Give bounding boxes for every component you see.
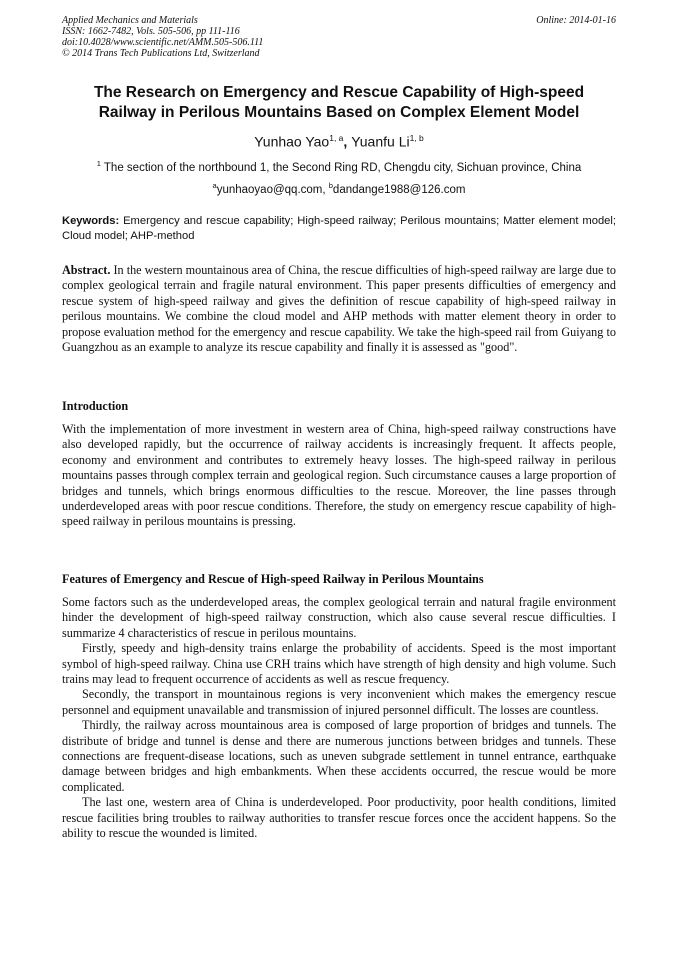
paragraph: Some factors such as the underdeveloped areas, the complex geological terrain and natural fragile environment hinder the development of high-speed railway construction, which also cause several rescue difficulties. I summarize 4 characteristics of rescue in perilous mountains. (62, 595, 616, 640)
email-link[interactable]: yunhaoyao@qq.com, (216, 183, 329, 196)
copyright-line: © 2014 Trans Tech Publications Ltd, Switzerland (62, 48, 260, 59)
abstract-block (62, 263, 616, 355)
author-affiliation-marker: 1, b (409, 133, 424, 143)
abstract-text: In the western mountainous area of China, the rescue difficulties of high-speed railway are large due to complex geological terrain and fragile natural environment. This paper presents difficulties of emergency and rescue system of high-speed railway and gives the definition of rescue capability of high-speed railway in perilous mountains. We combine the cloud model and AHP methods with matter element theory in order to propose evaluation method for the emergency and rescue capability. We take the high-speed rail from Guiyang to Guangzhou as an example to analyze its rescue capability and finally it is assessed as "good". (62, 263, 616, 355)
journal-name: Applied Mechanics and Materials (62, 15, 198, 26)
affiliation (62, 156, 616, 176)
email-link[interactable]: dandange1988@126.com (332, 183, 466, 196)
abstract-label: Abstract. (62, 263, 111, 277)
paragraph: Thirdly, the railway across mountainous area is composed of large proportion of bridges and tunnels. The distribute of bridge and tunnel is dense and there are numerous junctions between bridges and tunnels. These connections are frequent-disease locations, such as uneven subgrade settlement in tunnel entrance, earthquake damage between bridges and high embankments. When these accidents occurred, the rescue would be more complicated. (62, 718, 616, 794)
keywords-block (62, 214, 616, 244)
author-name: Yuanfu Li (351, 133, 410, 150)
paper-title (62, 83, 616, 123)
keywords-text: Emergency and rescue capability; High-speed railway; Perilous mountains; Matter element model; Cloud model; AHP-method (62, 215, 616, 242)
doi-line[interactable]: doi:10.4028/www.scientific.net/AMM.505-506.111 (62, 37, 264, 48)
author-emails (62, 178, 616, 198)
affiliation-text: The section of the northbound 1, the Second Ring RD, Chengdu city, Sichuan province, China (103, 161, 582, 174)
paragraph: Firstly, speedy and high-density trains enlarge the probability of accidents. Speed is the most important symbol of high-speed railway. China use CRH trains which have strength of high density and high volume. Such trains may lead to frequent occurrence of accidents as well as rescue frequency. (62, 641, 616, 687)
keywords-label: Keywords: (62, 215, 120, 227)
email-marker: b (328, 181, 333, 190)
section-body (62, 595, 616, 842)
title-line-1: The Research on Emergency and Rescue Capability of High-speed (93, 84, 585, 101)
section-body (62, 422, 616, 530)
paragraph: The last one, western area of China is underdeveloped. Poor productivity, poor health conditions, limited rescue facilities bring troubles to railway authorities to transfer rescue forces once the accident happens. So the ability to rescue the wounded is limited. (62, 795, 616, 841)
section-heading: Features of Emergency and Rescue of High-speed Railway in Perilous Mountains (62, 572, 484, 586)
issn-line: ISSN: 1662-7482, Vols. 505-506, pp 111-116 (62, 26, 240, 37)
affiliation-marker: 1 (96, 159, 101, 168)
author-list (62, 129, 616, 151)
paragraph: Secondly, the transport in mountainous regions is very inconvenient which makes the emergency rescue personnel and equipment unavailable and transmission of injured personnel difficult. The losses are countless. (62, 687, 616, 717)
author-name: Yunhao Yao (254, 133, 330, 150)
paragraph: With the implementation of more investment in western area of China, high-speed railway constructions have also developed rapidly, but the occurrence of railway accidents is increasingly frequent. It affects people, economy and environment and contributes to extremely heavy losses. The high-speed railway in perilous mountains passes through complex terrain and geological region. Such circumstance causes a large proportion of bridges and tunnels, which brings enormous difficulties to the rescue. Moreover, the line passes through underdeveloped areas with poor rescue conditions. Therefore, the study on emergency rescue capability of high-speed railway in perilous mountains is pressing. (62, 422, 616, 529)
title-line-2: Railway in Perilous Mountains Based on Complex Element Model (98, 104, 580, 121)
email-marker: a (212, 181, 217, 190)
section-heading: Introduction (62, 399, 129, 413)
journal-header (62, 15, 263, 59)
author-separator: , (343, 133, 352, 150)
online-date: Online: 2014-01-16 (536, 15, 616, 26)
author-affiliation-marker: 1, a (329, 133, 344, 143)
